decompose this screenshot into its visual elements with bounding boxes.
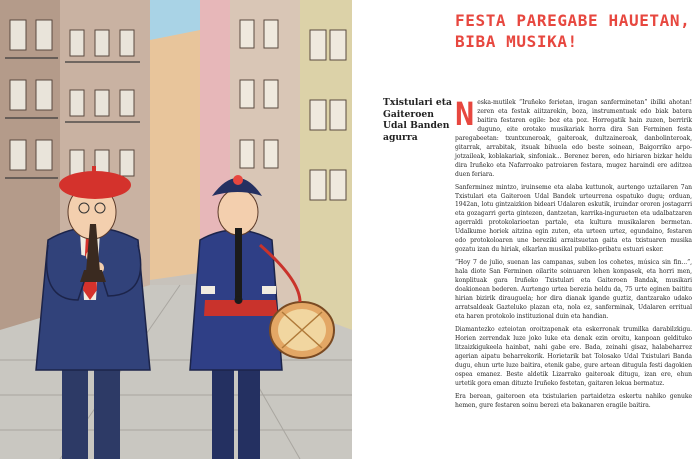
headline-line-2: BIBA MUSIKA! [455, 32, 578, 51]
paragraph-text: eska-mutilek “Iruñeko ferietan, iragan sanferminetan” ibilki ahotan! zeren eta festak aiitzarekin, boza, instrumentuak edo biak batera baitira festaren egile: boz eta poz. Horregatik hain zuzen, berririk duguno, eite orotako musikariak horra dira San Ferminen festa paregabeetan: txuntxuneroak, gaiteroak, dultzaineroak, danbolinteroak, gitarrak, arrabitak, itsuak bihuela edo beste soinean, Baigorriko arpo-jotzaileak, koblakariak, sinfoniak... Berenez beren, edo hiriaren bizkar heldu dira Iruñeko eta Nafarroako patroiaren festara, mugez haraindi ere aditzea duen feriara. [455, 99, 692, 178]
drop-cap: N [455, 95, 475, 133]
article-paragraph-3: “Hoy 7 de julio, suenan las campanas, suben los cohetes, música sin fin...”, hala diote San Ferminen oilarite soinuaren lehen konpasek, eta horri men, konplituak gara Iruñeko Txistulari eta Gaiteroen Bandak, musikari doakionean bederen. Aurtengo urtea berezia heldu da, 75 urte eginen baititu hirian bizirik dirauguela; hor dira dianak igande guztiz, dantzarako udako arratsaldeak Gazteluko plazan eta, nola ez, sanferminak, Udalaren erritual eta haren protokolo instituzional duin eta handian. [455, 259, 692, 320]
article-paragraph-2: Sanferminez mintzo, iruinseme eta alaba kuttunok, aurtengo uztailaren 7an Txistulari eta Gaiteroen Udal Bandek urteurrena ospatuko dugu; orduan, 1942an, lotu gintzaizkion bideari Udalaren eskutik, iruindar ororen jostagarri eta gozagarri gerta gintezen, dantzetan, karrika-ingurueten eta udalbatzaren agerraldi protokolarioetan partale, eta kultura musikalaren bermetan. Udalkume horiek aitzina egin zuten, eta urteen urtez, egundaino, festaren edo protokoloaren une bereziki arraitsuetan gaita eta txistuaren musika gozatu izan du hiriak, elkarlan musikal publiko-pribatu estuari esker. [455, 183, 692, 254]
headline-line-1: FESTA PAREGABE HAUETAN, [455, 11, 691, 30]
sidebar-title-line: Txistulari eta [383, 97, 452, 108]
sidebar-title [383, 97, 455, 143]
sidebar-title-line: Gaiteroen [383, 108, 434, 120]
article-paragraph-5: Era berean, gaiteroen eta txistularien partaidetza eskertu nahiko genuke hemen, gure festaren soinu berezi eta bakanaren eragile baitira. [455, 392, 692, 409]
article-paragraph-4: Diamantezko ezteiotan oroitzapenak eta eskerronak trumilka darabilzkigu. Horien zerrendak luze joko luke eta denak ezin oroitu, kanpoan geldituko litzaizkigukeela hainbat, nahi gabe ere. Bada, zeinahi gisaz, halabeharrez agerian aipatu beharrekorik. Horietarik bat Tolosako Udal Txistulari Banda dugu, ehun urte luze baitira, etenik gabe, gure artean ditugula festi dagokien ospea emanez. Beste aldetik Lizarrako gaiteroak ditugu, izan ere, ehun urtetik gora eman dituzte Iruñeko festetan, gaitaren lekua bermatuz. [455, 325, 692, 387]
article-page [352, 0, 700, 459]
sidebar-title-line: agurra [383, 131, 418, 143]
article-body [455, 95, 692, 414]
article-headline [455, 10, 695, 52]
article-paragraph-1 [455, 95, 692, 180]
sidebar-title-line: Udal Banden [383, 120, 450, 132]
